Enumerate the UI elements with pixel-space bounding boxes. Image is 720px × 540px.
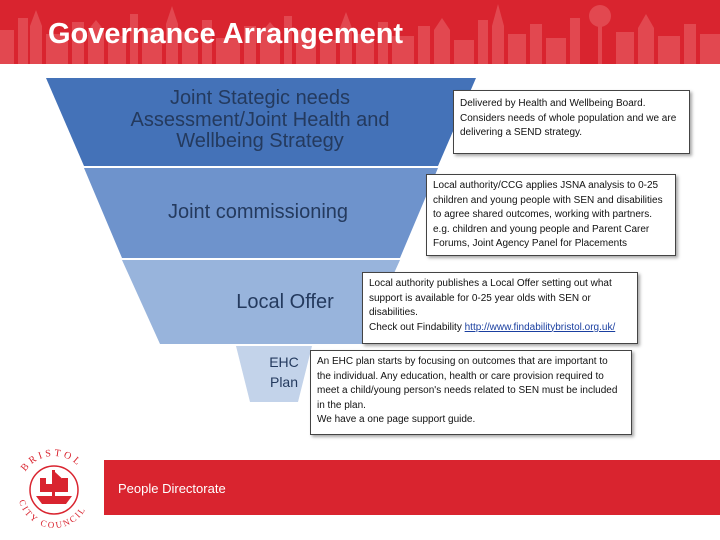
note-local-offer: [362, 272, 638, 344]
note-ehc-plan: [310, 350, 632, 435]
tier-label-line: EHC: [269, 354, 299, 370]
note-line: Considers needs of whole population and we are: [460, 112, 677, 124]
svg-text:BRISTOL: BRISTOL: [18, 447, 85, 474]
footer-banner: [104, 460, 720, 515]
note-line: Local authority publishes a Local Offer setting out what: [369, 278, 612, 289]
note-line: to agree shared outcomes, working with partners.: [433, 209, 652, 220]
note-line: meet a child/young person's needs related to SEN must be included: [317, 385, 618, 396]
note-jsna: [453, 90, 690, 154]
note-line: children and young people with SEN and disabilities: [433, 194, 663, 206]
tier-label-line: Assessment/Joint Health and: [130, 108, 390, 131]
tier-label-line: Joint Stategic needs: [169, 87, 351, 109]
svg-text:CITY COUNCIL: CITY COUNCIL: [17, 498, 88, 531]
tier-label-line: Wellbeing Strategy: [176, 130, 344, 153]
slide-title: Governance Arrangement: [48, 18, 404, 50]
note-line: in the plan.: [317, 399, 366, 411]
note-line: Local authority/CCG applies JSNA analysis to 0-25: [433, 180, 659, 191]
note-line: the individual. Any education, health or care provision required to: [317, 370, 604, 382]
tier-label-line: Joint commissioning: [167, 201, 349, 223]
note-line: support is available for 0-25 year olds with SEN or: [369, 292, 591, 304]
note-line: An EHC plan starts by focusing on outcomes that are important to: [317, 356, 608, 367]
footer-label: People Directorate: [118, 481, 226, 496]
tier-label-ehc-plan: [256, 352, 312, 392]
note-line: [369, 321, 631, 336]
bristol-city-council-logo: [6, 440, 102, 536]
tier-label-local-offer: [214, 292, 356, 314]
note-line: delivering a SEND strategy.: [460, 127, 583, 138]
note-line: disabilities.: [369, 307, 418, 318]
note-line: Delivered by Health and Wellbeing Board.: [460, 98, 646, 109]
tier-label-jsna: [128, 88, 392, 153]
note-line: e.g. children and young people and Parent Carer: [433, 223, 650, 235]
tier-label-line: Local Offer: [236, 291, 334, 313]
note-line: Forums, Joint Agency Panel for Placements: [433, 238, 627, 249]
tier-label-joint-commissioning: [160, 202, 356, 224]
note-joint-commissioning: [426, 174, 676, 256]
tier-label-line: Plan: [269, 374, 299, 390]
findability-label: Check out Findability: [369, 321, 462, 333]
findability-link[interactable]: http://www.findabilitybristol.org.uk/: [464, 321, 616, 333]
note-line: We have a one page support guide.: [317, 414, 476, 425]
